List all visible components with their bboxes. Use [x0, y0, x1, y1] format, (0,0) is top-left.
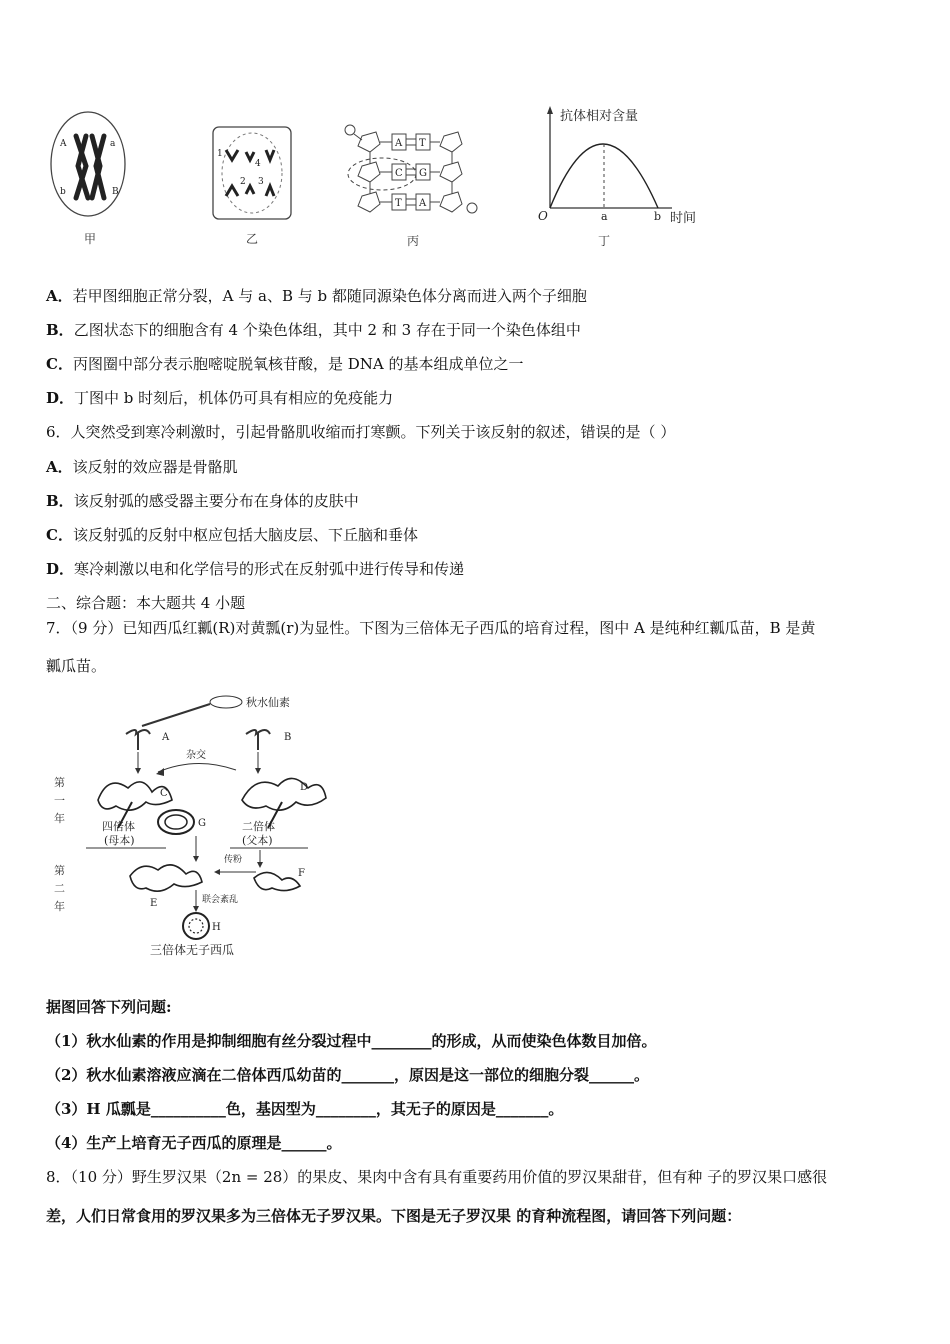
- section2-heading: 二、综合题：本大题共 4 小题: [46, 594, 246, 612]
- label-A: A: [162, 732, 170, 743]
- jia-label-a: a: [110, 139, 116, 149]
- base-left-2: C: [395, 168, 403, 179]
- label-E: E: [150, 898, 158, 909]
- yi-label-4: 4: [255, 159, 261, 169]
- label-pollinate: 传粉: [224, 855, 243, 865]
- label-pollen-disorder: 联会紊乱: [202, 895, 239, 905]
- label-colchicine: 秋水仙素: [246, 696, 290, 709]
- figure-ding: [532, 104, 712, 230]
- jia-label-b: b: [60, 187, 66, 197]
- figure-bing: [336, 120, 486, 224]
- label-C: C: [160, 788, 168, 799]
- q6-stem: 6．人突然受到寒冷刺激时，引起骨骼肌收缩而打寒颤。下列关于该反射的叙述，错误的是（ ）: [46, 423, 676, 441]
- q7-question-4: （4）生产上培育无子西瓜的原理是______。: [46, 1134, 342, 1152]
- q7-stem-line2: 瓤瓜苗。: [46, 657, 107, 675]
- q7-question-3: （3）H 瓜瓢是__________色，基因型为________，其无子的原因是_______。: [46, 1100, 564, 1118]
- jia-label-A: A: [60, 139, 67, 149]
- label-father: (父本): [242, 834, 273, 847]
- year1-ch3: 年: [54, 812, 65, 825]
- caption-ding: 丁: [598, 234, 611, 248]
- q6-option-d: D．寒冷刺激以电和化学信号的形式在反射弧中进行传导和传递: [46, 560, 465, 578]
- q5-option-b: B．乙图状态下的细胞含有 4 个染色体组，其中 2 和 3 存在于同一个染色体组中: [46, 321, 581, 339]
- q5-option-d: D．丁图中 b 时刻后，机体仍可具有相应的免疫能力: [46, 389, 394, 407]
- q7-prompt: 据图回答下列问题:: [46, 998, 172, 1016]
- label-seedless: 三倍体无子西瓜: [150, 943, 235, 957]
- yi-label-3: 3: [258, 177, 264, 187]
- caption-yi: 乙: [246, 232, 259, 246]
- base-right-2: G: [419, 168, 427, 179]
- base-right-1: T: [419, 138, 426, 149]
- q7-question-1: （1）秋水仙素的作用是抑制细胞有丝分裂过程中________的形成，从而使染色体数目加倍。: [46, 1032, 657, 1050]
- yi-label-2: 2: [240, 177, 246, 187]
- label-tetraploid: 四倍体: [102, 820, 135, 833]
- figure-jia: [46, 108, 130, 220]
- q5-option-a: A．若甲图细胞正常分裂，A 与 a、B 与 b 都随同源染色体分离而进入两个子细胞: [46, 287, 587, 305]
- q6-option-b: B．该反射弧的感受器主要分布在身体的皮肤中: [46, 492, 359, 510]
- caption-jia: 甲: [84, 232, 97, 246]
- q6-option-c: C．该反射弧的反射中枢应包括大脑皮层、下丘脑和垂体: [46, 526, 418, 544]
- ding-xlabel: 时间: [670, 211, 697, 226]
- label-B: B: [284, 732, 292, 743]
- year1-ch1: 第: [54, 776, 65, 789]
- label-diploid: 二倍体: [242, 820, 275, 833]
- label-D: D: [300, 782, 309, 793]
- ding-tick-a: a: [601, 210, 608, 223]
- base-left-1: A: [395, 138, 403, 149]
- label-F: F: [298, 868, 305, 879]
- q5-option-c: C．丙图圈中部分表示胞嘧啶脱氧核苷酸，是 DNA 的基本组成单位之一: [46, 355, 524, 373]
- label-mother: (母本): [104, 834, 135, 847]
- yi-label-1: 1: [217, 149, 223, 159]
- label-cross: 杂交: [186, 750, 206, 761]
- q8-line2: 差，人们日常食用的罗汉果多为三倍体无子罗汉果。下图是无子罗汉果 的育种流程图，请回答下列问题：: [46, 1207, 742, 1225]
- year1-ch2: 一: [54, 794, 65, 807]
- q8-line1: 8．（10 分）野生罗汉果（2n = 28）的果皮、果肉中含有具有重要药用价值的罗汉果甜苷，但有种 子的罗汉果口感很: [46, 1168, 828, 1186]
- year2-ch1: 第: [54, 864, 65, 877]
- year2-ch3: 年: [54, 900, 65, 913]
- caption-bing: 丙: [407, 234, 420, 248]
- jia-label-B: B: [112, 187, 119, 197]
- figure-yi: [210, 124, 294, 222]
- ding-tick-b: b: [654, 210, 662, 223]
- q7-stem-line1: 7．（9 分）已知西瓜红瓤(R)对黄瓢(r)为显性。下图为三倍体无子西瓜的培育过程，图中 A 是纯种红瓤瓜苗，B 是黄: [46, 619, 816, 637]
- base-left-3: T: [395, 198, 402, 209]
- q7-question-2: （2）秋水仙素溶液应滴在二倍体西瓜幼苗的_______，原因是这一部位的细胞分裂______。: [46, 1066, 649, 1084]
- q6-option-a: A．该反射的效应器是骨骼肌: [46, 458, 238, 476]
- ding-ylabel: 抗体相对含量: [560, 109, 639, 124]
- label-H: H: [212, 922, 221, 933]
- year2-ch2: 二: [54, 882, 65, 895]
- ding-origin: O: [538, 209, 548, 223]
- label-G: G: [198, 818, 206, 829]
- base-right-3: A: [419, 198, 427, 209]
- figure-watermelon: [46, 690, 346, 962]
